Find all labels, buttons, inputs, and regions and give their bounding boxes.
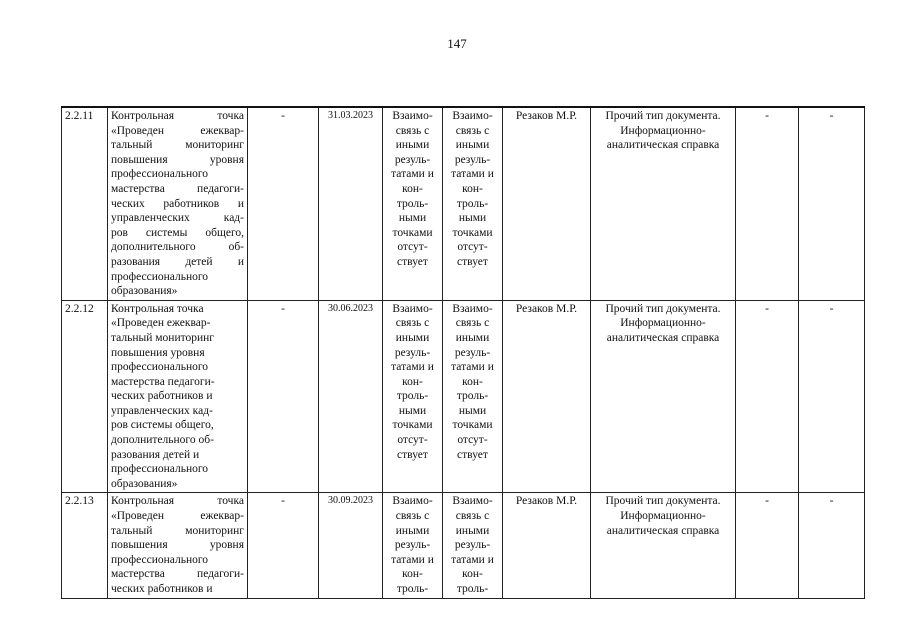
successor-line: отсут- [457, 241, 488, 254]
control-point-name-line: Контрольная точка [111, 110, 244, 122]
document-type-line: аналитическая справка [606, 139, 720, 152]
control-point-name-line: повышения уровня [111, 539, 244, 552]
successor-line: иными [455, 331, 490, 344]
successor-line: троль- [456, 390, 489, 403]
end-date: 30.09.2023 [319, 493, 383, 598]
document-type-line: Прочий тип документа. [605, 302, 721, 315]
page-number: 147 [447, 36, 467, 51]
predecessor-line: отсут- [397, 241, 428, 254]
row-number: 2.2.13 [62, 493, 108, 598]
control-point-name-line: мастерства педагоги- [111, 182, 244, 195]
successor-line: резуль- [454, 346, 491, 359]
control-point-name-line: Контрольная точка [111, 495, 244, 508]
control-point-name [108, 300, 248, 493]
responsible: Резаков М.Р. [503, 107, 591, 300]
predecessor-line: точками [392, 419, 433, 432]
document-type-line: Прочий тип документа. [605, 110, 721, 122]
predecessor-line: резуль- [394, 153, 431, 166]
predecessor-line: ствует [397, 448, 428, 461]
predecessor-line: татами и [391, 361, 434, 374]
successor-line: кон- [462, 568, 483, 581]
successor-line: татами и [451, 361, 494, 374]
control-point-name-line: управленческих кад- [111, 404, 213, 417]
successor-line: ными [458, 404, 487, 417]
start-date: - [248, 107, 319, 300]
control-point-name-line: «Проведен ежеквар- [111, 510, 244, 523]
extra-column-1: - [736, 300, 799, 493]
control-point-name-line: тальный мониторинг [111, 139, 244, 152]
predecessor-line: татами и [391, 553, 434, 566]
control-point-name-line: разования детей и [111, 255, 244, 268]
successor-line: иными [455, 139, 490, 152]
predecessor-line: кон- [402, 568, 423, 581]
predecessor-line: ными [398, 212, 427, 225]
control-point-name-line: профессионального [111, 463, 209, 476]
predecessor [383, 493, 443, 598]
end-date: 30.06.2023 [319, 300, 383, 493]
predecessor-line: троль- [396, 197, 429, 210]
extra-column-2: - [799, 107, 865, 300]
predecessor-line: резуль- [394, 346, 431, 359]
control-point-name-line: профессионального [111, 270, 209, 283]
predecessor-line: троль- [396, 390, 429, 403]
extra-column-2: - [799, 493, 865, 598]
control-point-name-line: тальный мониторинг [111, 524, 244, 537]
table-row [62, 300, 865, 493]
control-point-name [108, 107, 248, 300]
control-point-name-line: ческих работников и [111, 583, 213, 595]
control-point-name-line: «Проведен ежеквар- [111, 124, 244, 137]
predecessor-line: связь с [395, 317, 430, 330]
document-type-line: аналитическая справка [606, 524, 720, 537]
successor-line: ствует [457, 255, 488, 268]
control-point-name-line: ров системы общего, [111, 226, 244, 239]
predecessor-line: иными [395, 331, 430, 344]
document-type-line: Прочий тип документа. [605, 495, 721, 508]
control-point-name-line: образования» [111, 285, 178, 298]
predecessor-line: иными [395, 139, 430, 152]
control-point-name-line: мастерства педагоги- [111, 568, 244, 581]
predecessor [383, 300, 443, 493]
control-point-name-line: ческих работников и [111, 197, 244, 210]
predecessor-line: ствует [397, 255, 428, 268]
predecessor-line: троль- [396, 583, 429, 595]
control-point-name-line: «Проведен ежеквар- [111, 317, 211, 330]
control-point-name-line: образования» [111, 477, 178, 490]
document-type [591, 493, 736, 598]
successor-line: ствует [457, 448, 488, 461]
document-type-line: аналитическая справка [606, 331, 720, 344]
successor-line: иными [455, 524, 490, 537]
extra-column-2: - [799, 300, 865, 493]
responsible: Резаков М.Р. [503, 493, 591, 598]
extra-column-1: - [736, 493, 799, 598]
predecessor-line: кон- [402, 182, 423, 195]
predecessor-line: Взаимо- [392, 495, 433, 508]
successor-line: точками [452, 419, 493, 432]
document-type-line: Информационно- [620, 510, 706, 523]
successor-line: татами и [451, 168, 494, 181]
successor-line: связь с [455, 510, 490, 523]
successor [443, 300, 503, 493]
predecessor-line: Взаимо- [392, 110, 433, 122]
successor-line: резуль- [454, 539, 491, 552]
predecessor-line: Взаимо- [392, 302, 433, 315]
table-body [62, 107, 865, 598]
predecessor-line: резуль- [394, 539, 431, 552]
control-point-name-line: повышения уровня [111, 153, 244, 166]
control-point-name-line: разования детей и [111, 448, 200, 461]
control-point-name [108, 493, 248, 598]
document-type [591, 107, 736, 300]
predecessor-line: татами и [391, 168, 434, 181]
document-type-line: Информационно- [620, 317, 706, 330]
control-point-name-line: мастерства педагоги- [111, 375, 215, 388]
control-point-name-line: ров системы общего, [111, 419, 214, 432]
successor-line: Взаимо- [452, 495, 493, 508]
row-number: 2.2.11 [62, 107, 108, 300]
predecessor-line: кон- [402, 375, 423, 388]
predecessor-line: связь с [395, 124, 430, 137]
successor-line: татами и [451, 553, 494, 566]
successor-line: кон- [462, 182, 483, 195]
control-point-name-line: Контрольная точка [111, 302, 204, 315]
successor-line: резуль- [454, 153, 491, 166]
start-date: - [248, 493, 319, 598]
end-date: 31.03.2023 [319, 107, 383, 300]
successor-line: связь с [455, 124, 490, 137]
document-type-line: Информационно- [620, 124, 706, 137]
predecessor [383, 107, 443, 300]
control-point-name-line: дополнительного об- [111, 241, 244, 254]
table-row [62, 493, 865, 598]
control-point-name-line: дополнительного об- [111, 434, 214, 447]
successor-line: кон- [462, 375, 483, 388]
predecessor-line: точками [392, 226, 433, 239]
successor-line: отсут- [457, 434, 488, 447]
successor-line: Взаимо- [452, 302, 493, 315]
control-point-name-line: профессионального [111, 553, 209, 566]
successor-line: троль- [456, 197, 489, 210]
control-point-name-line: управленческих кад- [111, 212, 244, 225]
successor-line: связь с [455, 317, 490, 330]
document-type [591, 300, 736, 493]
row-number: 2.2.12 [62, 300, 108, 493]
control-point-name-line: повышения уровня [111, 346, 205, 359]
successor-line: ными [458, 212, 487, 225]
start-date: - [248, 300, 319, 493]
control-point-name-line: профессионального [111, 361, 209, 374]
successor-line: троль- [456, 583, 489, 595]
successor [443, 107, 503, 300]
predecessor-line: отсут- [397, 434, 428, 447]
responsible: Резаков М.Р. [503, 300, 591, 493]
control-point-name-line: профессионального [111, 168, 209, 181]
successor [443, 493, 503, 598]
table-row [62, 107, 865, 300]
predecessor-line: иными [395, 524, 430, 537]
control-point-name-line: ческих работников и [111, 390, 213, 403]
predecessor-line: связь с [395, 510, 430, 523]
predecessor-line: ными [398, 404, 427, 417]
extra-column-1: - [736, 107, 799, 300]
control-points-table [61, 106, 865, 599]
successor-line: точками [452, 226, 493, 239]
successor-line: Взаимо- [452, 110, 493, 122]
control-point-name-line: тальный мониторинг [111, 331, 215, 344]
